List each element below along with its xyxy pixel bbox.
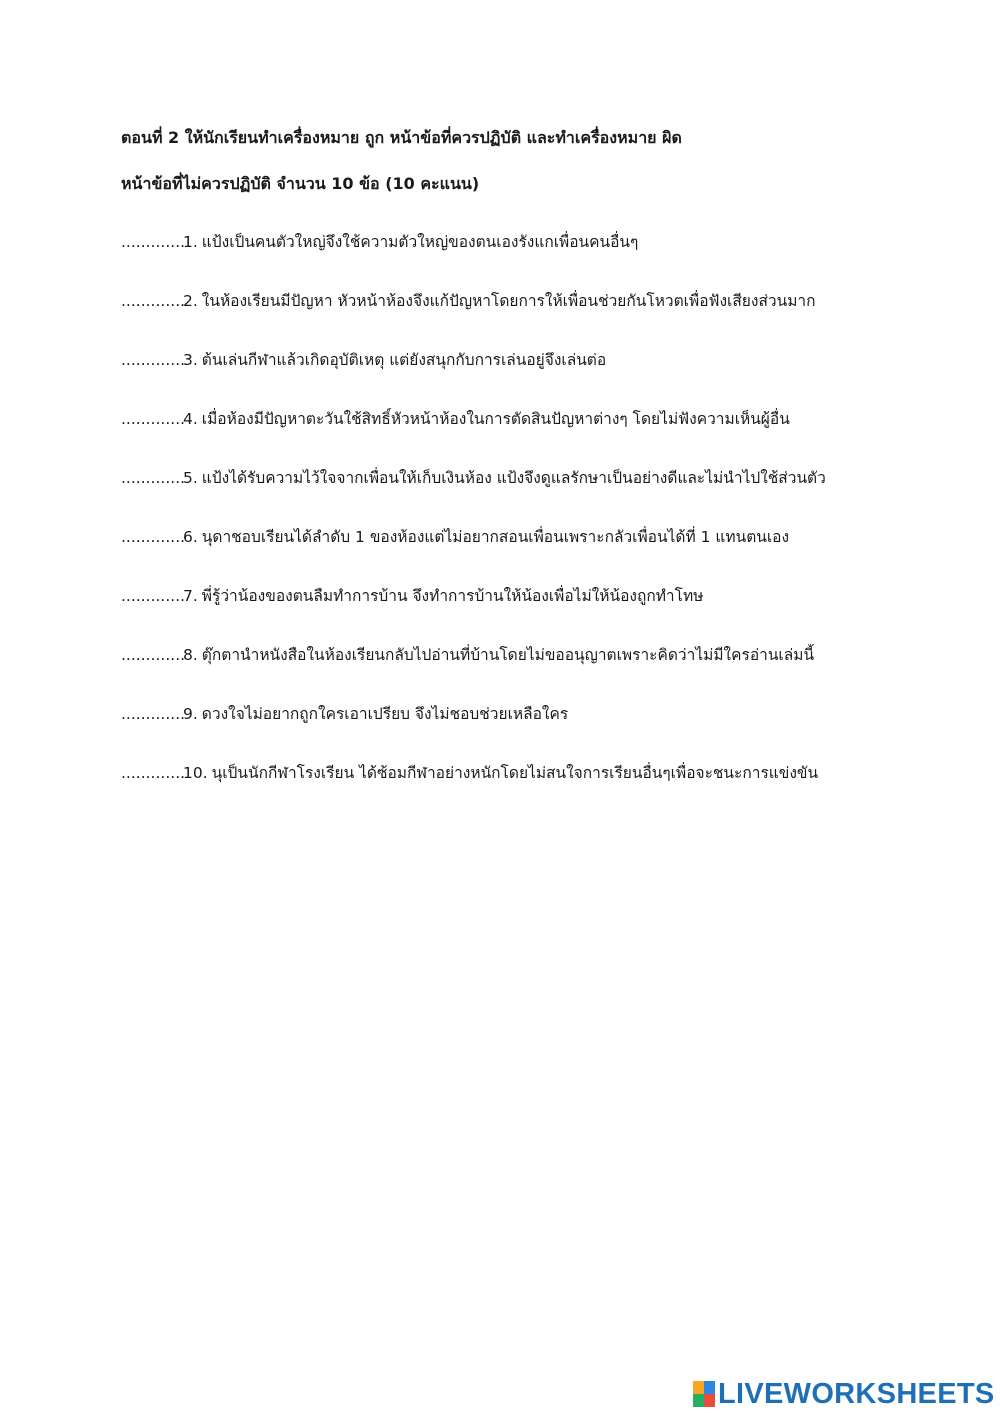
question-10 <box>121 762 881 784</box>
answer-blank-3[interactable]: ............. <box>121 351 186 369</box>
question-number: 1. <box>183 233 198 251</box>
answer-blank-1[interactable]: ............. <box>121 233 186 251</box>
question-3 <box>121 349 881 371</box>
answer-blank-5[interactable]: ............. <box>121 469 186 487</box>
question-text: นุเป็นนักกีฬาโรงเรียน ได้ซ้อมกีฬาอย่างหนักโดยไม่สนใจการเรียนอื่นๆเพื่อจะชนะการแข่งขัน <box>211 764 819 782</box>
question-text: ในห้องเรียนมีปัญหา หัวหน้าห้องจึงแก้ปัญหาโดยการให้เพื่อนช่วยกันโหวตเพื่อฟังเสียงส่วนมาก <box>201 292 816 310</box>
answer-blank-7[interactable]: ............. <box>121 587 186 605</box>
question-7 <box>121 585 881 607</box>
answer-blank-9[interactable]: ............. <box>121 705 186 723</box>
instruction-line-2: หน้าข้อที่ไม่ควรปฏิบัติ จำนวน 10 ข้อ (10 คะแนน) <box>121 174 480 193</box>
question-4 <box>121 408 881 430</box>
question-text: นุดาชอบเรียนได้ลำดับ 1 ของห้องแต่ไม่อยากสอนเพื่อนเพราะกลัวเพื่อนได้ที่ 1 แทนตนเอง <box>201 528 790 546</box>
question-text: แป้งเป็นคนตัวใหญ่จึงใช้ความตัวใหญ่ของตนเองรังแกเพื่อนคนอื่นๆ <box>201 233 639 251</box>
question-2 <box>121 290 881 312</box>
answer-blank-2[interactable]: ............. <box>121 292 186 310</box>
question-number: 2. <box>183 292 198 310</box>
liveworksheets-logo-icon <box>693 1381 715 1407</box>
question-9 <box>121 703 881 725</box>
question-5 <box>121 467 881 489</box>
answer-blank-8[interactable]: ............. <box>121 646 186 664</box>
answer-blank-10[interactable]: ............. <box>121 764 186 782</box>
logo-text: LIVEWORKSHEETS <box>718 1378 995 1410</box>
question-text: ตุ๊กตานำหนังสือในห้องเรียนกลับไปอ่านที่บ้านโดยไม่ขออนุญาตเพราะคิดว่าไม่มีใครอ่านเล่มนี้ <box>201 646 815 664</box>
question-number: 9. <box>183 705 198 723</box>
question-number: 7. <box>183 587 198 605</box>
answer-blank-6[interactable]: ............. <box>121 528 186 546</box>
question-text: เมื่อห้องมีปัญหาตะวันใช้สิทธิ์หัวหน้าห้องในการตัดสินปัญหาต่างๆ โดยไม่ฟังความเห็นผู้อื่น <box>201 410 790 428</box>
question-1 <box>121 231 881 253</box>
question-number: 6. <box>183 528 198 546</box>
question-text: ดวงใจไม่อยากถูกใครเอาเปรียบ จึงไม่ชอบช่วยเหลือใคร <box>201 705 569 723</box>
question-text: ต้นเล่นกีฬาแล้วเกิดอุบัติเหตุ แต่ยังสนุกกับการเล่นอยู่จึงเล่นต่อ <box>201 351 607 369</box>
question-number: 8. <box>183 646 198 664</box>
question-text: พี่รู้ว่าน้องของตนลืมทำการบ้าน จึงทำการบ้านให้น้องเพื่อไม่ให้น้องถูกทำโทษ <box>201 587 704 605</box>
question-number: 4. <box>183 410 198 428</box>
question-number: 3. <box>183 351 198 369</box>
question-6 <box>121 526 881 548</box>
question-number: 10. <box>183 764 208 782</box>
question-8 <box>121 644 881 666</box>
question-text: แป้งได้รับความไว้ใจจากเพื่อนให้เก็บเงินห้อง แป้งจึงดูแลรักษาเป็นอย่างดีและไม่นำไปใช้ส่วนตัว <box>201 469 826 487</box>
instruction-line-1: ตอนที่ 2 ให้นักเรียนทำเครื่องหมาย ถูก หน้าข้อที่ควรปฏิบัติ และทำเครื่องหมาย ผิด <box>121 128 682 147</box>
answer-blank-4[interactable]: ............. <box>121 410 186 428</box>
liveworksheets-logo <box>693 1377 995 1411</box>
question-number: 5. <box>183 469 198 487</box>
